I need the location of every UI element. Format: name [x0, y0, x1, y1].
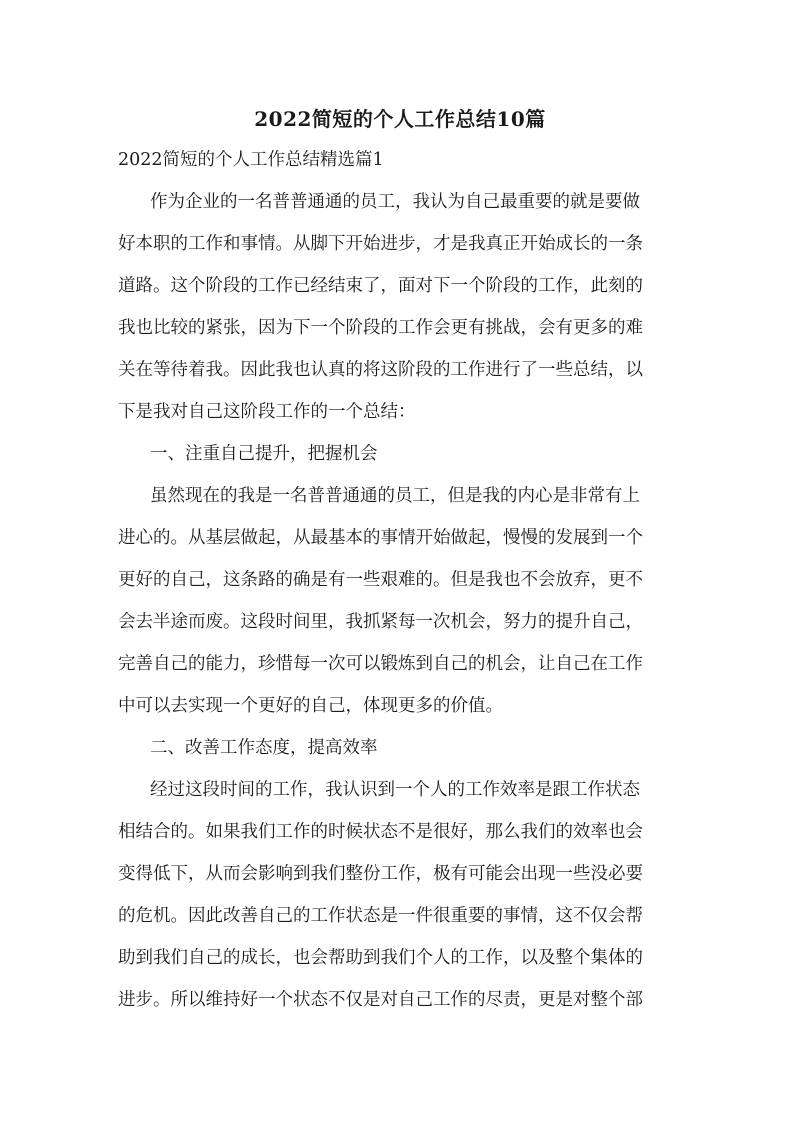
paragraph-line: 下是我对自己这阶段工作的一个总结： — [118, 402, 416, 422]
paragraph-line: 我也比较的紧张，因为下一个阶段的工作会更有挑战，会有更多的难 — [118, 318, 643, 338]
paragraph-line: 进心的。从基层做起，从最基本的事情开始做起，慢慢的发展到一个 — [118, 528, 643, 548]
paragraph-line: 会去半途而废。这段时间里，我抓紧每一次机会，努力的提升自己， — [118, 612, 643, 632]
paragraph-line: 更好的自己，这条路的确是有一些艰难的。但是我也不会放弃，更不 — [118, 570, 643, 590]
paragraph-line: 相结合的。如果我们工作的时候状态不是很好，那么我们的效率也会 — [118, 822, 643, 842]
paragraph-line: 关在等待着我。因此我也认真的将这阶段的工作进行了一些总结，以 — [118, 360, 643, 380]
paragraph-line: 经过这段时间的工作，我认识到一个人的工作效率是跟工作状态 — [150, 780, 640, 800]
paragraph-line: 的危机。因此改善自己的工作状态是一件很重要的事情，这不仅会帮 — [118, 906, 643, 926]
document-title: 2022简短的个人工作总结10篇 — [254, 107, 546, 131]
paragraph-line: 完善自己的能力，珍惜每一次可以锻炼到自己的机会，让自己在工作 — [118, 654, 643, 674]
paragraph-line: 好本职的工作和事情。从脚下开始进步，才是我真正开始成长的一条 — [118, 234, 643, 254]
paragraph-line: 作为企业的一名普普通通的员工，我认为自己最重要的就是要做 — [150, 192, 640, 212]
paragraph-line: 助到我们自己的成长，也会帮助到我们个人的工作，以及整个集体的 — [118, 948, 643, 968]
paragraph-line: 变得低下，从而会影响到我们整份工作，极有可能会出现一些没必要 — [118, 864, 643, 884]
paragraph-line: 中可以去实现一个更好的自己，体现更多的价值。 — [118, 696, 503, 716]
section-subtitle: 2022简短的个人工作总结精选篇1 — [118, 150, 384, 170]
paragraph-line: 道路。这个阶段的工作已经结束了，面对下一个阶段的工作，此刻的 — [118, 276, 643, 296]
section-heading-1: 一、注重自己提升，把握机会 — [150, 444, 378, 464]
paragraph-line: 虽然现在的我是一名普普通通的员工，但是我的内心是非常有上 — [150, 486, 640, 506]
paragraph-line: 进步。所以维持好一个状态不仅是对自己工作的尽责，更是对整个部 — [118, 990, 643, 1010]
section-heading-2: 二、改善工作态度，提高效率 — [150, 738, 378, 758]
